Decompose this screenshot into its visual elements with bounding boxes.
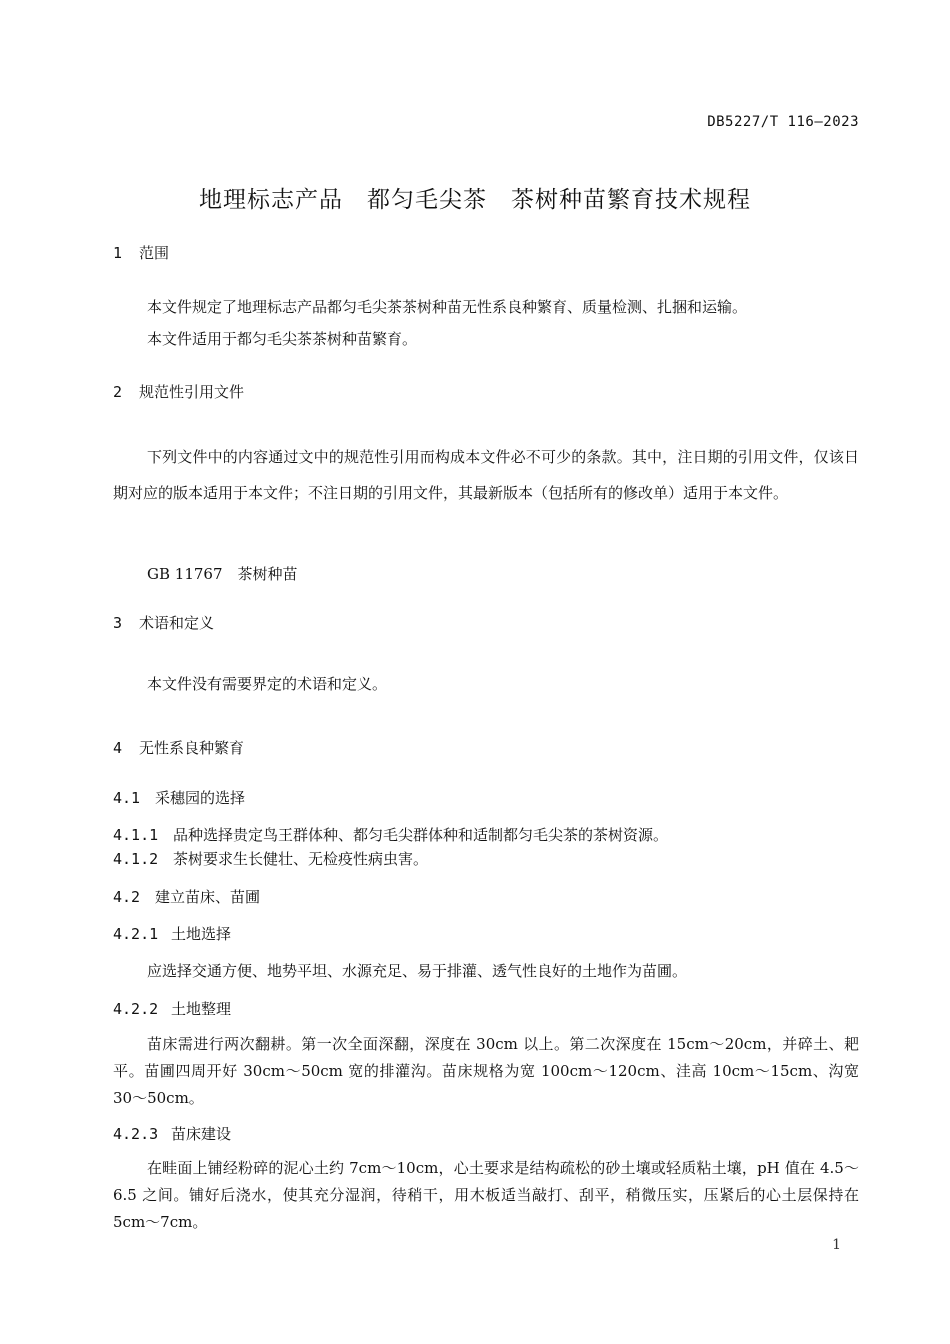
subsection-title: 土地整理 [171, 1000, 232, 1018]
subsection-title: 苗床建设 [171, 1125, 232, 1143]
subsection-heading-4-2 [113, 886, 260, 907]
subsection-number: 4.2.2 [113, 1000, 159, 1018]
clause-text: 品种选择贵定鸟王群体种、都匀毛尖群体种和适制都匀毛尖茶的茶树资源。 [173, 826, 669, 844]
paragraph: 下列文件中的内容通过文中的规范性引用而构成本文件必不可少的条款。其中，注日期的引用文件，仅该日期对应的版本适用于本文件；不注日期的引用文件，其最新版本（包括所有的修改单）适用于本文件。 [113, 448, 859, 502]
paragraph: 应选择交通方便、地势平坦、水源充足、易于排灌、透气性良好的土地作为苗圃。 [147, 962, 688, 980]
subsection-heading-4-2-1 [113, 923, 231, 944]
paragraph: 在畦面上铺经粉碎的泥心土约 7cm～10cm，心土要求是结构疏松的砂土壤或轻质粘土壤，pH 值在 4.5～6.5 之间。铺好后浇水，使其充分湿润，待稍干，用木板适当敲打、刮平，稍微压实，压紧后的心土层保持在 5cm～7cm。 [113, 1159, 859, 1231]
subsection-title: 建立苗床、苗圃 [155, 888, 261, 906]
clause-4-1-2 [113, 848, 428, 869]
reference-item: GB 11767 茶树种苗 [147, 565, 298, 583]
subsection-number: 4.2 [113, 888, 141, 906]
subsection-title: 土地选择 [171, 925, 232, 943]
section-number: 2 [113, 383, 123, 401]
subsection-number: 4.2.1 [113, 925, 159, 943]
clause-text: 茶树要求生长健壮、无检疫性病虫害。 [173, 850, 429, 868]
subsection-number: 4.2.3 [113, 1125, 159, 1143]
document-title: 地理标志产品 都匀毛尖茶 茶树种苗繁育技术规程 [199, 187, 751, 213]
section-title: 术语和定义 [139, 614, 215, 632]
subsection-heading-4-2-2 [113, 998, 231, 1019]
clause-number: 4.1.1 [113, 826, 159, 844]
subsection-number: 4.1 [113, 789, 141, 807]
paragraph: 本文件适用于都匀毛尖茶茶树种苗繁育。 [147, 330, 418, 348]
page-number: 1 [832, 1237, 841, 1253]
section-heading-normative-references [113, 381, 244, 402]
section-title: 规范性引用文件 [139, 383, 245, 401]
section-title: 范围 [139, 244, 170, 262]
section-heading-terms [113, 612, 214, 633]
paragraph: 本文件规定了地理标志产品都匀毛尖茶茶树种苗无性系良种繁育、质量检测、扎捆和运输。 [147, 298, 748, 316]
subsection-heading-4-2-3 [113, 1123, 231, 1144]
paragraph: 苗床需进行两次翻耕。第一次全面深翻，深度在 30cm 以上。第二次深度在 15cm～20cm，并碎土、耙平。苗圃四周开好 30cm～50cm 宽的排灌沟。苗床规格为宽 100cm～120cm、洼高 10cm～15cm、沟宽 30～50cm。 [113, 1035, 859, 1107]
section-heading-propagation [113, 737, 244, 758]
section-title: 无性系良种繁育 [139, 739, 245, 757]
clause-number: 4.1.2 [113, 850, 159, 868]
subsection-title: 采穗园的选择 [155, 789, 246, 807]
paragraph: 本文件没有需要界定的术语和定义。 [147, 675, 388, 693]
section-number: 3 [113, 614, 123, 632]
clause-4-1-1 [113, 824, 668, 845]
section-number: 1 [113, 244, 123, 262]
section-number: 4 [113, 739, 123, 757]
section-heading-scope [113, 242, 169, 263]
document-code: DB5227/T 116—2023 [707, 114, 859, 130]
subsection-heading-4-1 [113, 787, 245, 808]
